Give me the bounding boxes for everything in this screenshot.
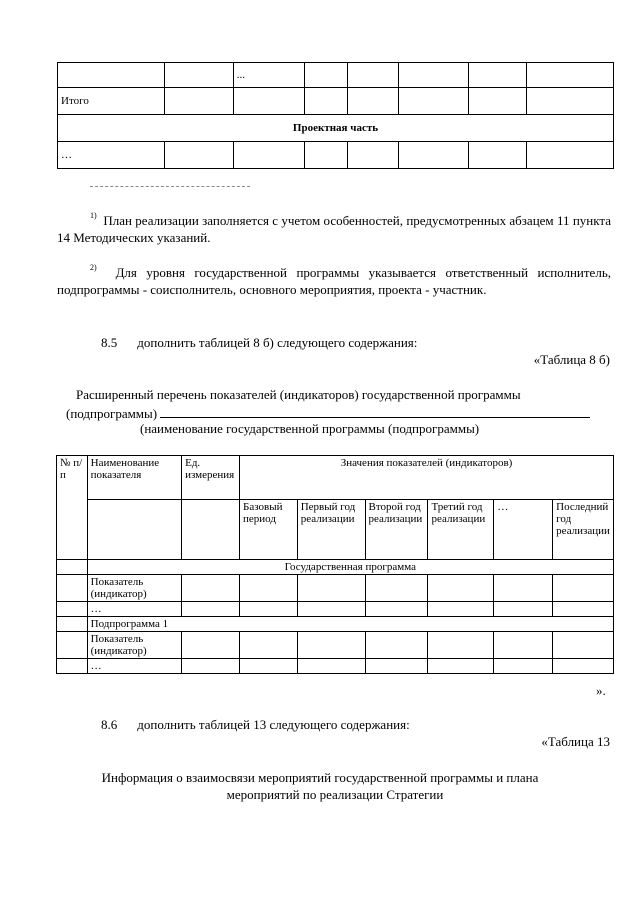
table-continuation <box>57 62 614 169</box>
sub-header: Второй год реализации <box>365 500 428 560</box>
header-num: № п/п <box>57 456 88 560</box>
sub-header: Первый год реализации <box>297 500 365 560</box>
table-8b-ref: «Таблица 8 б) <box>533 352 610 367</box>
footnote-separator <box>90 186 250 187</box>
table-8b-title-line2 <box>66 405 606 422</box>
table-row <box>57 659 614 674</box>
table-13-ref: «Таблица 13 <box>541 734 610 749</box>
table-cell: … <box>58 142 165 169</box>
table-row <box>57 575 614 602</box>
header-values: Значения показателей (индикаторов) <box>240 456 614 500</box>
table-row <box>58 115 614 142</box>
table-row <box>57 456 614 500</box>
indicator-label: Показатель (индикатор) <box>87 575 181 602</box>
table-row <box>57 617 614 632</box>
footnote-1 <box>57 212 611 246</box>
header-name: Наименование показателя <box>87 456 181 500</box>
sub-header: Третий год реализации <box>428 500 494 560</box>
item-8-6 <box>101 717 410 733</box>
ellipsis-cell: … <box>87 659 181 674</box>
table-8b <box>56 455 614 674</box>
project-part-heading: Проектная часть <box>58 115 614 142</box>
table-8b-caption: (наименование государственной программы (подпрограммы) <box>140 421 480 436</box>
footnote-2 <box>57 264 611 298</box>
table-13-title-line2: мероприятий по реализации Стратегии <box>226 787 444 802</box>
table-row <box>57 602 614 617</box>
total-label: Итого <box>58 88 165 115</box>
item-text: дополнить таблицей 13 следующего содержания: <box>137 717 410 732</box>
table-row <box>58 88 614 115</box>
sub-header: … <box>494 500 553 560</box>
item-text: дополнить таблицей 8 б) следующего содержания: <box>137 335 418 350</box>
header-unit: Ед. измерения <box>182 456 240 500</box>
footnote-mark: 1) <box>90 211 97 220</box>
table-row <box>57 500 614 560</box>
table-row <box>57 560 614 575</box>
closing-quote: ». <box>596 683 606 698</box>
item-number: 8.5 <box>101 335 118 350</box>
program-name-blank <box>160 405 590 418</box>
item-8-5 <box>101 335 417 351</box>
sub-header: Последний год реализации <box>553 500 614 560</box>
indicator-label: Показатель (индикатор) <box>87 632 181 659</box>
table-row <box>57 632 614 659</box>
footnote-mark: 2) <box>90 263 97 272</box>
ellipsis-cell: … <box>87 602 181 617</box>
item-number: 8.6 <box>101 717 118 732</box>
table-13-title-line1: Информация о взаимосвязи мероприятий государственной программы и плана <box>101 770 539 785</box>
table-row <box>58 142 614 169</box>
table-8b-title-line1: Расширенный перечень показателей (индикаторов) государственной программы <box>76 387 521 402</box>
table-cell: ... <box>233 63 304 88</box>
title-prefix: (подпрограммы) <box>66 406 161 421</box>
state-program-row: Государственная программа <box>87 560 613 575</box>
table-row <box>58 63 614 88</box>
sub-header: Базовый период <box>240 500 298 560</box>
footnote-text: План реализации заполняется с учетом особенностей, предусмотренных абзацем 11 пункта 14 Методических указаний. <box>57 213 611 245</box>
footnote-text: Для уровня государственной программы указывается ответственный исполнитель, подпрограммы - соисполнитель, основного мероприятия, проекта - участник. <box>57 265 611 297</box>
subprogram-row: Подпрограмма 1 <box>87 617 613 632</box>
